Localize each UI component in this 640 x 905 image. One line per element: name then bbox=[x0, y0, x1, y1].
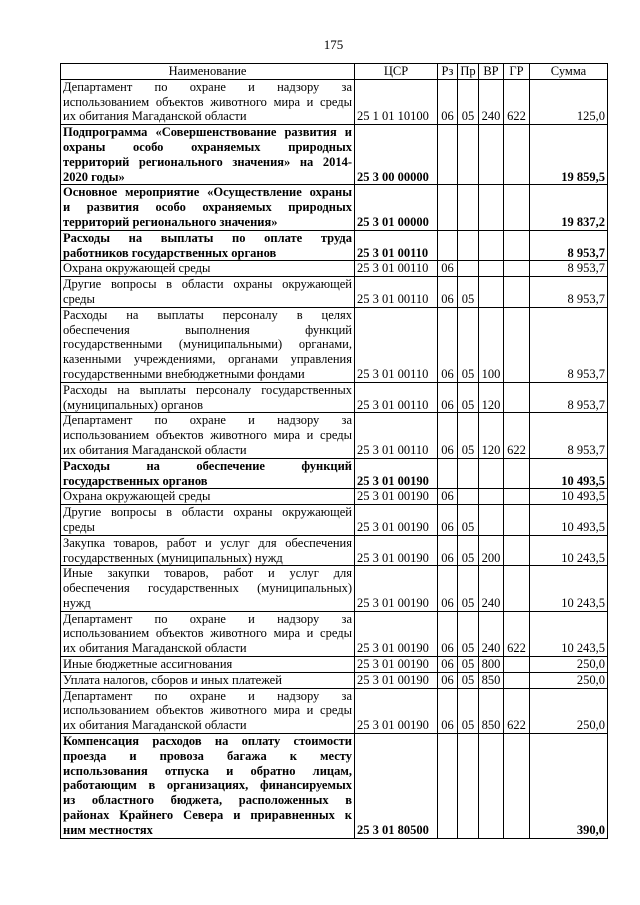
name-line: их обитания Магаданской области bbox=[63, 718, 247, 733]
cell-name bbox=[61, 566, 355, 611]
cell-rz bbox=[438, 125, 458, 185]
cell-gr bbox=[504, 566, 530, 611]
cell-name bbox=[61, 611, 355, 656]
cell-pr bbox=[458, 489, 479, 505]
name-line: Расходы на обеспечение функций bbox=[63, 458, 352, 473]
cell-sum: 19 837,2 bbox=[530, 185, 608, 230]
cell-pr: 05 bbox=[458, 657, 479, 673]
table-row bbox=[61, 230, 608, 261]
name-line: их обитания Магаданской области bbox=[63, 109, 247, 124]
table-row bbox=[61, 185, 608, 230]
cell-sum: 19 859,5 bbox=[530, 125, 608, 185]
cell-vr bbox=[479, 458, 504, 489]
cell-sum: 125,0 bbox=[530, 79, 608, 124]
table-row bbox=[61, 489, 608, 505]
cell-csr: 25 3 01 00110 bbox=[355, 382, 438, 413]
cell-pr bbox=[458, 185, 479, 230]
cell-vr bbox=[479, 230, 504, 261]
name-line: работающим в организациях, финансируемых bbox=[63, 778, 352, 793]
cell-rz: 06 bbox=[438, 413, 458, 458]
cell-gr: 622 bbox=[504, 413, 530, 458]
cell-name bbox=[61, 657, 355, 673]
name-line: (муниципальных) органов bbox=[63, 397, 204, 412]
cell-pr bbox=[458, 230, 479, 261]
cell-sum: 250,0 bbox=[530, 688, 608, 733]
name-line: среды bbox=[63, 519, 95, 534]
cell-csr: 25 3 01 00190 bbox=[355, 672, 438, 688]
name-line: использования отпуска и обратно лицам, bbox=[63, 763, 352, 778]
cell-name bbox=[61, 185, 355, 230]
cell-vr bbox=[479, 277, 504, 308]
name-line: Департамент по охране и надзору за bbox=[63, 611, 352, 626]
cell-sum: 8 953,7 bbox=[530, 307, 608, 382]
name-line: Компенсация расходов на оплату стоимости bbox=[63, 734, 352, 749]
name-line: 2020 годы» bbox=[63, 169, 125, 184]
cell-pr: 05 bbox=[458, 505, 479, 536]
cell-pr bbox=[458, 125, 479, 185]
name-line: обеспечения выполнения функций bbox=[63, 322, 352, 337]
name-line: Другие вопросы в области охраны окружающей bbox=[63, 505, 352, 520]
cell-rz: 06 bbox=[438, 566, 458, 611]
cell-vr bbox=[479, 185, 504, 230]
cell-vr bbox=[479, 125, 504, 185]
cell-sum: 10 493,5 bbox=[530, 505, 608, 536]
table-row bbox=[61, 79, 608, 124]
cell-pr: 05 bbox=[458, 535, 479, 566]
table-row bbox=[61, 382, 608, 413]
cell-pr bbox=[458, 261, 479, 277]
cell-pr: 05 bbox=[458, 307, 479, 382]
cell-vr bbox=[479, 261, 504, 277]
cell-rz: 06 bbox=[438, 611, 458, 656]
cell-vr: 850 bbox=[479, 688, 504, 733]
cell-name bbox=[61, 458, 355, 489]
cell-name bbox=[61, 734, 355, 839]
cell-name bbox=[61, 535, 355, 566]
cell-name bbox=[61, 230, 355, 261]
name-line: государственных (муниципальных) нужд bbox=[63, 550, 283, 565]
cell-sum: 8 953,7 bbox=[530, 230, 608, 261]
table-row bbox=[61, 261, 608, 277]
cell-pr: 05 bbox=[458, 611, 479, 656]
cell-csr: 25 3 01 00190 bbox=[355, 611, 438, 656]
name-line: Расходы на выплаты персоналу государственных bbox=[63, 382, 352, 397]
cell-pr: 05 bbox=[458, 672, 479, 688]
header-rz: Рз bbox=[438, 64, 458, 80]
cell-gr bbox=[504, 505, 530, 536]
cell-rz bbox=[438, 458, 458, 489]
cell-gr bbox=[504, 672, 530, 688]
header-name: Наименование bbox=[61, 64, 355, 80]
name-line: и развития особо охраняемых природных bbox=[63, 200, 352, 215]
name-line: Расходы на выплаты по оплате труда bbox=[63, 230, 352, 245]
table-row bbox=[61, 307, 608, 382]
table-row bbox=[61, 566, 608, 611]
name-line: Закупка товаров, работ и услуг для обеспечения bbox=[63, 535, 352, 550]
name-line: использованием объектов животного мира и среды bbox=[63, 626, 352, 641]
cell-vr: 240 bbox=[479, 566, 504, 611]
cell-rz: 06 bbox=[438, 657, 458, 673]
header-vr: ВР bbox=[479, 64, 504, 80]
cell-rz: 06 bbox=[438, 382, 458, 413]
cell-name bbox=[61, 79, 355, 124]
table-body bbox=[61, 79, 608, 838]
cell-name bbox=[61, 277, 355, 308]
cell-csr: 25 3 01 00000 bbox=[355, 185, 438, 230]
name-line: государственными (муниципальными) органами, bbox=[63, 337, 352, 352]
name-line: государственными внебюджетными фондами bbox=[63, 366, 305, 381]
cell-sum: 10 243,5 bbox=[530, 566, 608, 611]
cell-name bbox=[61, 307, 355, 382]
cell-csr: 25 3 01 00190 bbox=[355, 657, 438, 673]
page-number: 175 bbox=[323, 37, 344, 52]
name-line: Департамент по охране и надзору за bbox=[63, 413, 352, 428]
cell-sum: 250,0 bbox=[530, 672, 608, 688]
table-row bbox=[61, 505, 608, 536]
cell-gr bbox=[504, 125, 530, 185]
header-csr: ЦСР bbox=[355, 64, 438, 80]
cell-vr bbox=[479, 734, 504, 839]
cell-name bbox=[61, 688, 355, 733]
header-gr: ГР bbox=[504, 64, 530, 80]
cell-rz: 06 bbox=[438, 489, 458, 505]
cell-vr: 240 bbox=[479, 79, 504, 124]
cell-csr: 25 3 01 00190 bbox=[355, 458, 438, 489]
cell-pr: 05 bbox=[458, 413, 479, 458]
cell-sum: 10 493,5 bbox=[530, 489, 608, 505]
cell-pr bbox=[458, 458, 479, 489]
cell-csr: 25 3 01 00190 bbox=[355, 505, 438, 536]
cell-rz bbox=[438, 230, 458, 261]
name-line: территорий регионального значения» bbox=[63, 214, 278, 229]
budget-table bbox=[60, 63, 608, 839]
cell-pr bbox=[458, 734, 479, 839]
name-line: ним местностях bbox=[63, 822, 153, 837]
header-sum: Сумма bbox=[530, 64, 608, 80]
cell-gr: 622 bbox=[504, 79, 530, 124]
cell-name bbox=[61, 413, 355, 458]
name-line: их обитания Магаданской области bbox=[63, 641, 247, 656]
cell-gr bbox=[504, 657, 530, 673]
table-row bbox=[61, 277, 608, 308]
table-row bbox=[61, 688, 608, 733]
name-line: Департамент по охране и надзору за bbox=[63, 79, 352, 94]
cell-csr: 25 3 01 80500 bbox=[355, 734, 438, 839]
cell-gr: 622 bbox=[504, 688, 530, 733]
name-line: районах Крайнего Севера и приравненных к bbox=[63, 808, 352, 823]
cell-vr: 120 bbox=[479, 413, 504, 458]
cell-sum: 10 243,5 bbox=[530, 611, 608, 656]
name-line: Департамент по охране и надзору за bbox=[63, 688, 352, 703]
cell-rz: 06 bbox=[438, 688, 458, 733]
name-line: Охрана окружающей среды bbox=[63, 261, 211, 276]
cell-pr: 05 bbox=[458, 382, 479, 413]
table-row bbox=[61, 611, 608, 656]
cell-rz bbox=[438, 734, 458, 839]
cell-gr bbox=[504, 734, 530, 839]
name-line: Расходы на выплаты персоналу в целях bbox=[63, 307, 352, 322]
cell-rz: 06 bbox=[438, 277, 458, 308]
name-line: работников государственных органов bbox=[63, 245, 277, 260]
cell-csr: 25 3 01 00110 bbox=[355, 261, 438, 277]
cell-gr bbox=[504, 307, 530, 382]
cell-csr: 25 3 01 00110 bbox=[355, 277, 438, 308]
cell-sum: 10 493,5 bbox=[530, 458, 608, 489]
cell-rz: 06 bbox=[438, 535, 458, 566]
cell-name bbox=[61, 505, 355, 536]
cell-sum: 8 953,7 bbox=[530, 413, 608, 458]
name-line: государственных органов bbox=[63, 473, 208, 488]
cell-pr: 05 bbox=[458, 79, 479, 124]
cell-csr: 25 1 01 10100 bbox=[355, 79, 438, 124]
cell-rz: 06 bbox=[438, 307, 458, 382]
name-line: использованием объектов животного мира и среды bbox=[63, 94, 352, 109]
cell-gr: 622 bbox=[504, 611, 530, 656]
cell-csr: 25 3 01 00190 bbox=[355, 566, 438, 611]
name-line: Иные бюджетные ассигнования bbox=[63, 657, 233, 672]
table-row bbox=[61, 535, 608, 566]
cell-rz: 06 bbox=[438, 505, 458, 536]
cell-csr: 25 3 01 00110 bbox=[355, 230, 438, 261]
name-line: использованием объектов животного мира и среды bbox=[63, 703, 352, 718]
name-line: среды bbox=[63, 291, 95, 306]
table-row bbox=[61, 734, 608, 839]
cell-name bbox=[61, 489, 355, 505]
name-line: Подпрограмма «Совершенствование развития и bbox=[63, 125, 352, 140]
cell-rz bbox=[438, 185, 458, 230]
cell-csr: 25 3 00 00000 bbox=[355, 125, 438, 185]
header-pr: Пр bbox=[458, 64, 479, 80]
cell-vr bbox=[479, 505, 504, 536]
name-line: использованием объектов животного мира и среды bbox=[63, 428, 352, 443]
name-line: Охрана окружающей среды bbox=[63, 489, 211, 504]
cell-csr: 25 3 01 00190 bbox=[355, 688, 438, 733]
name-line: Основное мероприятие «Осуществление охраны bbox=[63, 185, 352, 200]
cell-name bbox=[61, 261, 355, 277]
name-line: проезда и провоза багажа к месту bbox=[63, 748, 352, 763]
cell-sum: 390,0 bbox=[530, 734, 608, 839]
cell-vr: 120 bbox=[479, 382, 504, 413]
cell-csr: 25 3 01 00190 bbox=[355, 535, 438, 566]
name-line: обеспечения государственных (муниципальных) bbox=[63, 581, 352, 596]
name-line: их обитания Магаданской области bbox=[63, 442, 247, 457]
name-line: Иные закупки товаров, работ и услуг для bbox=[63, 566, 352, 581]
cell-vr: 240 bbox=[479, 611, 504, 656]
name-line: территорий регионального значения» на 2014- bbox=[63, 154, 352, 169]
table-row bbox=[61, 657, 608, 673]
table-row bbox=[61, 458, 608, 489]
cell-vr: 800 bbox=[479, 657, 504, 673]
cell-vr: 200 bbox=[479, 535, 504, 566]
cell-name bbox=[61, 125, 355, 185]
cell-gr bbox=[504, 261, 530, 277]
cell-csr: 25 3 01 00110 bbox=[355, 307, 438, 382]
cell-sum: 8 953,7 bbox=[530, 277, 608, 308]
table-row bbox=[61, 672, 608, 688]
cell-gr bbox=[504, 458, 530, 489]
cell-vr: 100 bbox=[479, 307, 504, 382]
name-line: из областного бюджета, расположенных в bbox=[63, 793, 352, 808]
table-row bbox=[61, 413, 608, 458]
cell-gr bbox=[504, 535, 530, 566]
name-line: охраны особо охраняемых природных bbox=[63, 139, 352, 154]
name-line: Уплата налогов, сборов и иных платежей bbox=[63, 672, 282, 687]
cell-gr bbox=[504, 185, 530, 230]
cell-sum: 10 243,5 bbox=[530, 535, 608, 566]
cell-rz: 06 bbox=[438, 261, 458, 277]
name-line: Другие вопросы в области охраны окружающей bbox=[63, 277, 352, 292]
cell-sum: 250,0 bbox=[530, 657, 608, 673]
cell-gr bbox=[504, 277, 530, 308]
cell-gr bbox=[504, 230, 530, 261]
cell-gr bbox=[504, 489, 530, 505]
name-line: нужд bbox=[63, 595, 91, 610]
cell-pr: 05 bbox=[458, 566, 479, 611]
cell-name bbox=[61, 382, 355, 413]
cell-csr: 25 3 01 00110 bbox=[355, 413, 438, 458]
table-header-row bbox=[61, 64, 608, 80]
cell-vr: 850 bbox=[479, 672, 504, 688]
name-line: казенными учреждениями, органами управления bbox=[63, 352, 352, 367]
cell-gr bbox=[504, 382, 530, 413]
cell-vr bbox=[479, 489, 504, 505]
cell-sum: 8 953,7 bbox=[530, 382, 608, 413]
table-row bbox=[61, 125, 608, 185]
cell-rz: 06 bbox=[438, 79, 458, 124]
cell-pr: 05 bbox=[458, 277, 479, 308]
cell-name bbox=[61, 672, 355, 688]
cell-pr: 05 bbox=[458, 688, 479, 733]
cell-rz: 06 bbox=[438, 672, 458, 688]
cell-csr: 25 3 01 00190 bbox=[355, 489, 438, 505]
cell-sum: 8 953,7 bbox=[530, 261, 608, 277]
